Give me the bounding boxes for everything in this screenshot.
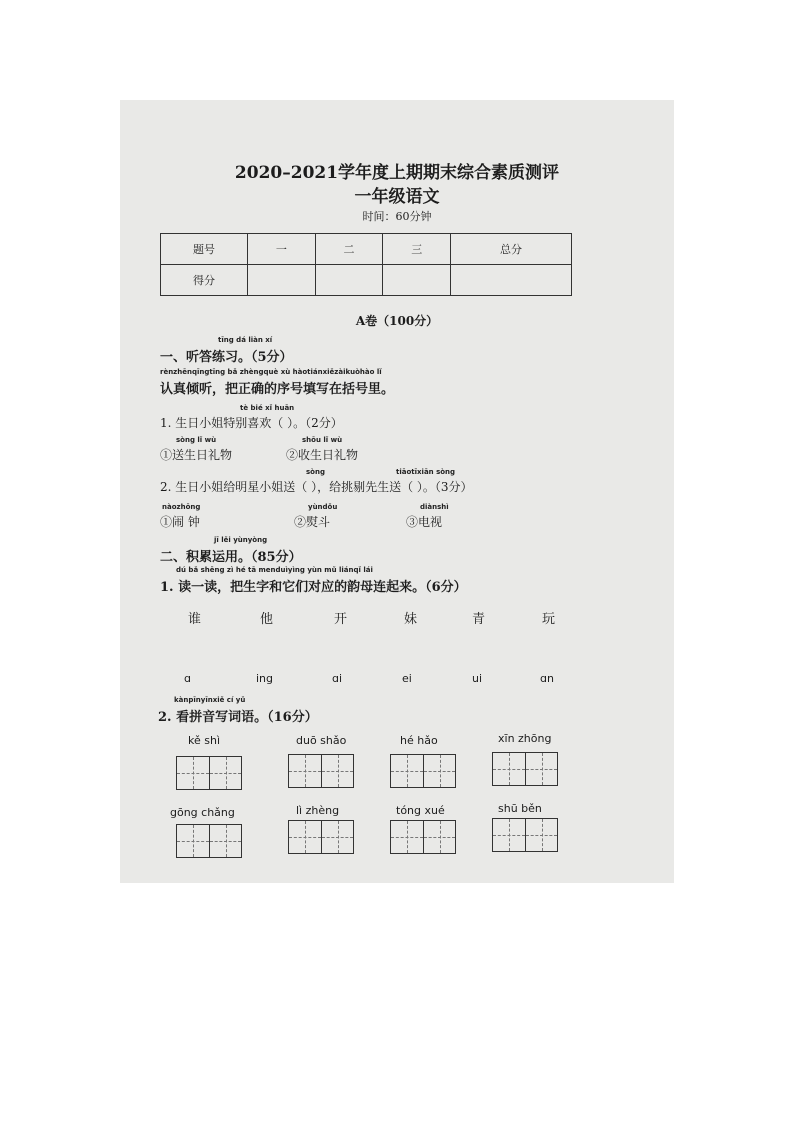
q2-option-1: ①闹 钟 <box>160 515 200 529</box>
section1-title: 一、听答练习。（5分） <box>160 350 293 365</box>
s2-q2-text: 2. 看拼音写词语。（16分） <box>158 710 318 725</box>
score-cell[interactable] <box>248 265 316 296</box>
score-table-header: 总分 <box>451 234 572 265</box>
word-pinyin: lì zhèng <box>296 804 340 817</box>
character-item[interactable]: 青 <box>472 612 486 627</box>
final-item[interactable]: ɑ <box>184 672 191 685</box>
writing-grid[interactable] <box>492 752 558 786</box>
score-cell[interactable] <box>451 265 572 296</box>
scanned-exam-page <box>120 100 674 883</box>
exam-subtitle: 一年级语文 <box>354 187 440 207</box>
s2-q2-pinyin: kànpīnyīnxiě cí yǔ <box>174 696 246 704</box>
q1-option-pinyin: sòng lǐ wù <box>176 436 217 444</box>
word-pinyin: kě shì <box>188 734 221 747</box>
s2-q1-text: 1. 读一读，把生字和它们对应的韵母连起来。（6分） <box>160 580 467 595</box>
q2-option-pinyin: yùndǒu <box>308 503 338 511</box>
section1-instruction-pinyin: rènzhēnqīngtīng bǎ zhèngquè xù hàotiánxiězàikuòhào lǐ <box>160 368 382 376</box>
score-table-header-row <box>161 234 572 265</box>
score-cell[interactable] <box>383 265 451 296</box>
writing-grid[interactable] <box>492 818 558 852</box>
score-table-header: 二 <box>315 234 383 265</box>
character-item[interactable]: 开 <box>334 612 348 627</box>
final-item[interactable]: ing <box>256 672 274 685</box>
word-pinyin: xīn zhōng <box>498 732 552 745</box>
character-item[interactable]: 妹 <box>404 612 418 627</box>
section2-title: 二、积累运用。（85分） <box>160 550 302 565</box>
character-item[interactable]: 他 <box>260 612 274 627</box>
exam-title: 2020–2021学年度上期期末综合素质测评 <box>234 163 560 183</box>
score-table-header: 题号 <box>161 234 248 265</box>
exam-time: 时间：60分钟 <box>362 210 432 223</box>
writing-grid[interactable] <box>390 820 456 854</box>
writing-grid[interactable] <box>288 754 354 788</box>
final-item[interactable]: ɑi <box>332 672 343 685</box>
writing-grid[interactable] <box>176 824 242 858</box>
q2-text: 2. 生日小姐给明星小姐送（ ），给挑剔先生送（ ）。（3分） <box>160 480 473 494</box>
final-item[interactable]: ei <box>402 672 412 685</box>
section1-pinyin: tīng dá liàn xí <box>218 336 273 344</box>
volume-heading: A卷（100分） <box>355 314 439 328</box>
q2-option-pinyin: nàozhōng <box>162 503 201 511</box>
bleed-through-text <box>585 144 595 159</box>
character-item[interactable]: 谁 <box>188 612 202 627</box>
score-table-header: 三 <box>383 234 451 265</box>
word-pinyin: tóng xué <box>396 804 445 817</box>
character-item[interactable]: 玩 <box>542 612 556 627</box>
final-item[interactable]: ui <box>472 672 483 685</box>
q1-option-pinyin: shōu lǐ wù <box>302 436 343 444</box>
q2-option-pinyin: diànshì <box>420 503 449 511</box>
score-table <box>160 233 572 296</box>
section2-pinyin: jī lěi yùnyòng <box>214 536 268 544</box>
score-row-label: 得分 <box>161 265 248 296</box>
s2-q1-pinyin: dú bǎ shēng zì hé tā menduìyìng yùn mǔ liánqǐ lái <box>176 566 373 574</box>
word-pinyin: gōng chǎng <box>170 806 235 819</box>
writing-grid[interactable] <box>176 756 242 790</box>
score-cell[interactable] <box>315 265 383 296</box>
word-pinyin: hé hǎo <box>400 734 438 747</box>
q2-option-2: ②熨斗 <box>294 515 331 529</box>
section1-instruction: 认真倾听，把正确的序号填写在括号里。 <box>160 382 395 397</box>
q1-option-1: ①送生日礼物 <box>160 448 233 462</box>
q2-pinyin: sòng <box>306 468 325 476</box>
writing-grid[interactable] <box>288 820 354 854</box>
writing-grid[interactable] <box>390 754 456 788</box>
word-pinyin: shū běn <box>498 802 542 815</box>
q1-text: 1. 生日小姐特别喜欢（ ）。（2分） <box>160 416 343 430</box>
q1-option-2: ②收生日礼物 <box>286 448 359 462</box>
q2-option-3: ③电视 <box>406 515 443 529</box>
score-table-header: 一 <box>248 234 316 265</box>
word-pinyin: duō shǎo <box>296 734 347 747</box>
score-table-score-row <box>161 265 572 296</box>
final-item[interactable]: ɑn <box>540 672 554 685</box>
q1-pinyin: tè bié xǐ huān <box>240 404 295 412</box>
q2-pinyin: tiāotīxiān sòng <box>396 468 456 476</box>
